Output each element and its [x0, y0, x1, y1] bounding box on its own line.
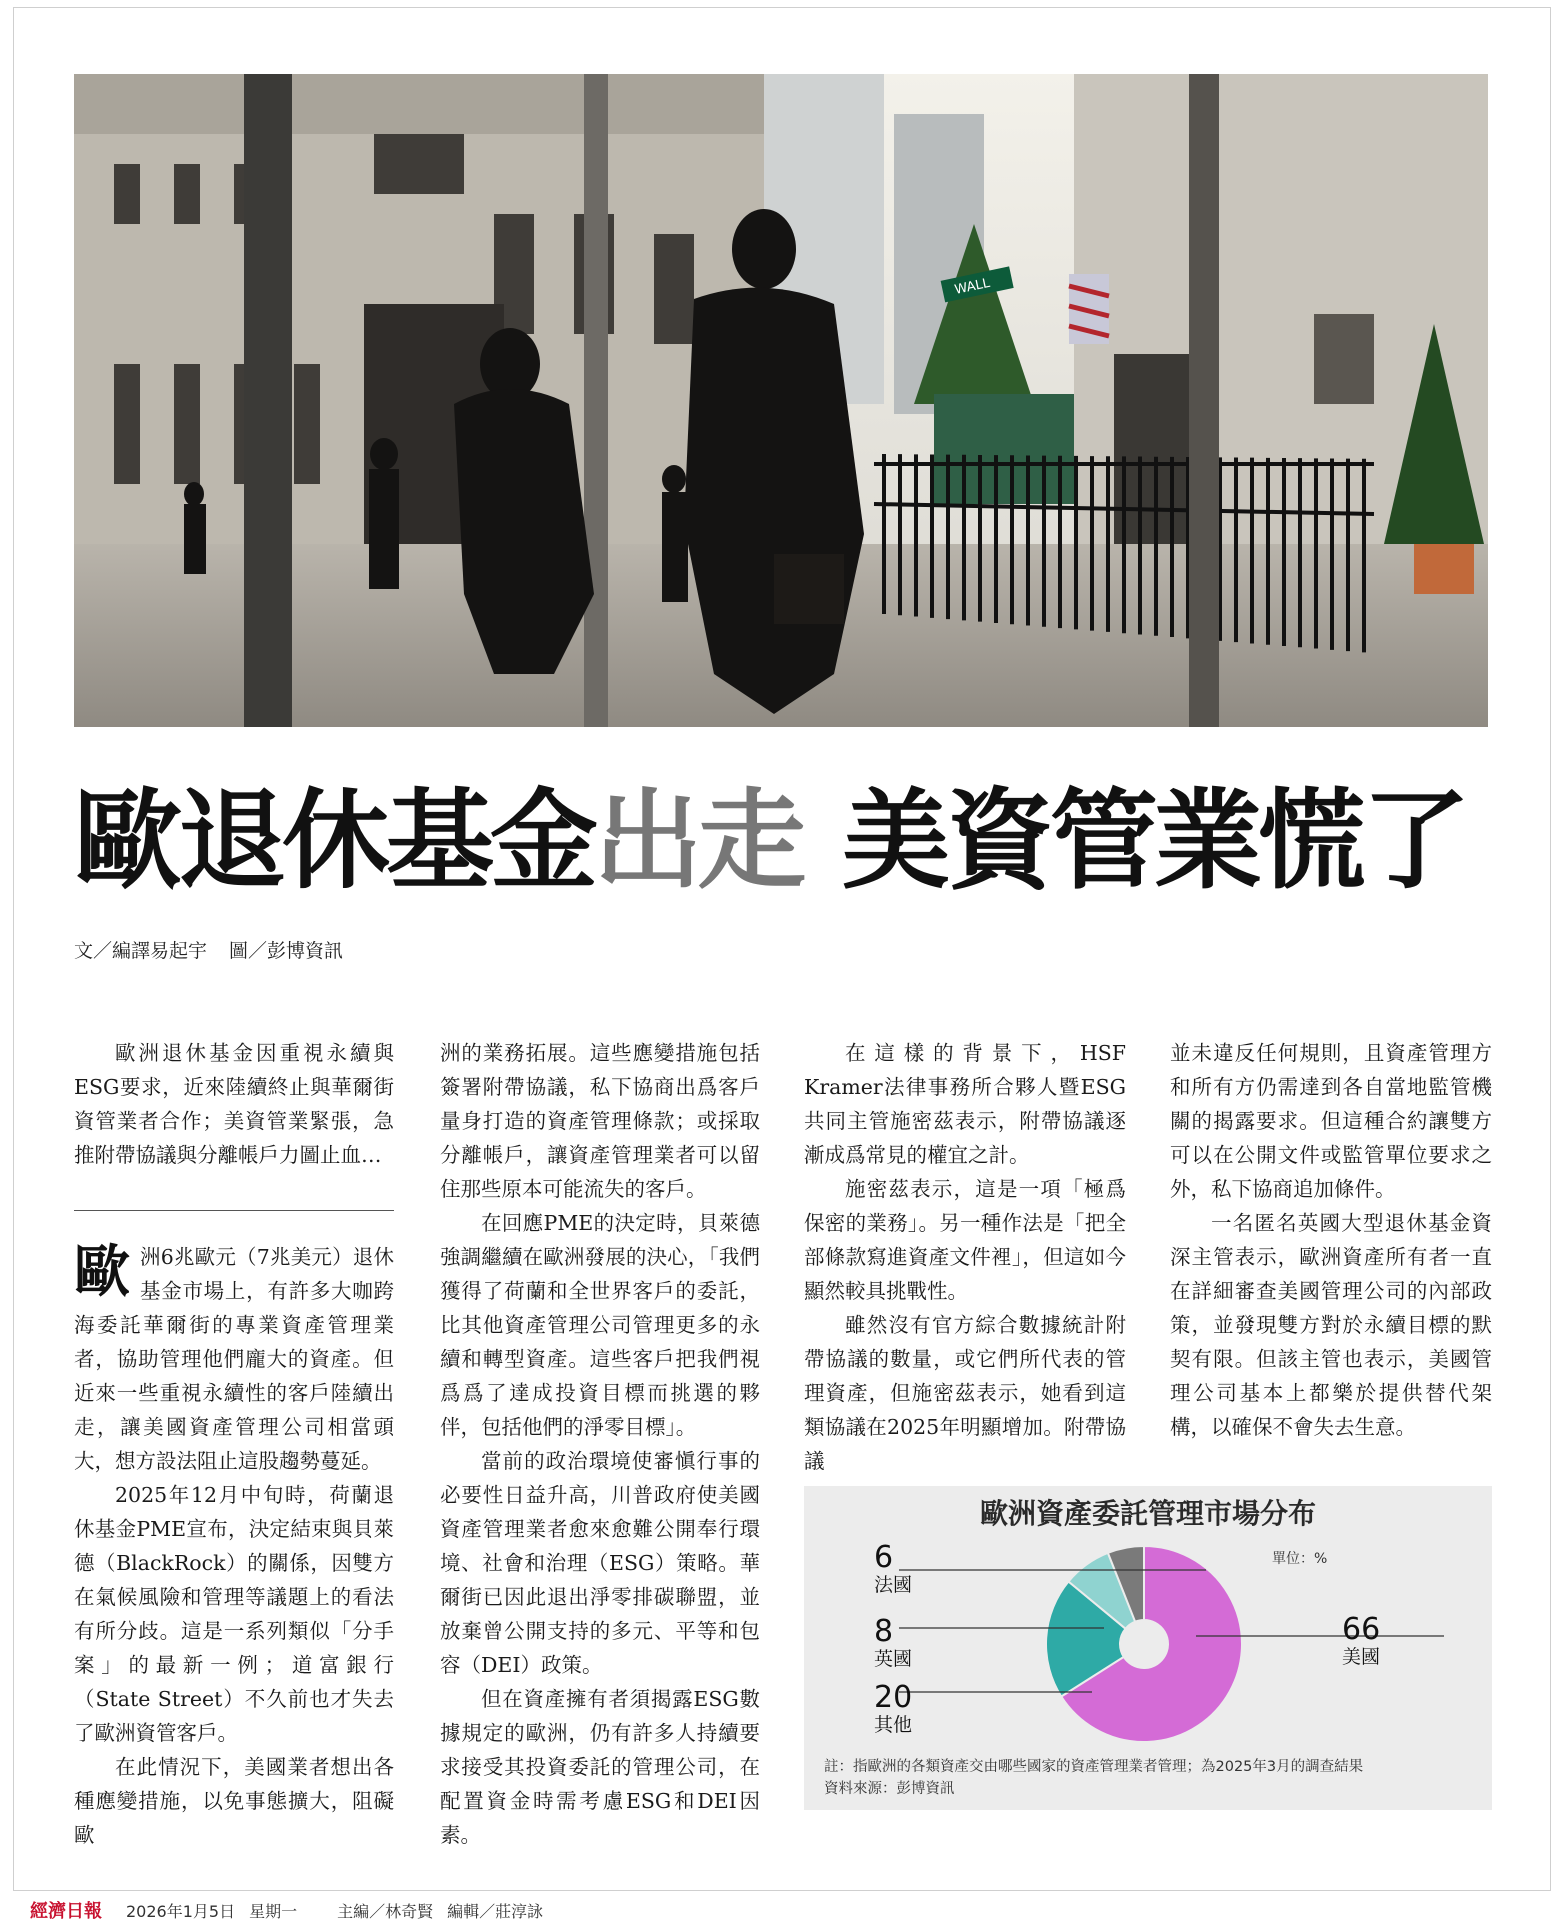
value-uk: 8 [874, 1614, 894, 1649]
photo-credit: 圖／彭博資訊 [229, 940, 344, 962]
pie-chart-panel [804, 1486, 1492, 1810]
page-footer [30, 1897, 557, 1923]
name-other: 其他 [874, 1714, 913, 1736]
chief-editor: 主編／林奇賢 [337, 1902, 434, 1921]
byline [74, 936, 343, 963]
chart-source: 資料來源：彭博資訊 [824, 1781, 955, 1797]
issue-date: 2026年1月5日 [126, 1902, 236, 1921]
article-paragraph: 在這樣的背景下，HSF Kramer法律事務所合夥人暨ESG共同主管施密茲表示，附帶協議逐漸成爲常見的權宜之計。 [804, 1041, 1126, 1167]
name-france: 法國 [874, 1574, 913, 1596]
value-other: 20 [874, 1680, 913, 1715]
article-paragraph: 並未違反任何規則，且資產管理方和所有方仍需達到各自當地監管機關的揭露要求。但這種合約讓雙方可以在公開文件或監管單位要求之外，私下協商追加條件。 [1170, 1041, 1492, 1201]
headline-part3: 美資管業慌了 [842, 779, 1467, 904]
article-paragraph: 歐洲6兆歐元（7兆美元）退休基金市場上，有許多大咖跨海委託華爾街的專業資產管理業者，協助管理他們龐大的資產。但近來一些重視永續性的客戶陸續出走，讓美國資產管理公司相當頭大，想方設法阻止這股趨勢蔓延。 [74, 1239, 394, 1473]
value-usa: 66 [1342, 1612, 1381, 1647]
article-paragraph: 在回應PME的決定時，貝萊德強調繼續在歐洲發展的決心，「我們獲得了荷蘭和全世界客戶的委託，比其他資產管理公司管理更多的永續和轉型資產。這些客戶把我們視爲爲了達成投資目標而挑選的夥伴，包括他們的淨零目標」。 [440, 1211, 760, 1439]
dropcap: 歐 [74, 1239, 130, 1305]
value-france: 6 [874, 1540, 894, 1575]
article-column-2 [440, 1036, 760, 1852]
chart-unit: 單位：% [1272, 1551, 1328, 1567]
headline [74, 779, 1467, 904]
label-other [874, 1682, 912, 1736]
article-paragraph: 在此情況下，美國業者想出各種應變措施，以免事態擴大，阻礙歐 [74, 1755, 394, 1847]
name-uk: 英國 [874, 1648, 913, 1670]
newspaper-logo: 經濟日報 [30, 1901, 102, 1922]
lead-paragraph: 歐洲退休基金因重視永續與ESG要求，近來陸續終止與華爾街資管業者合作；美資管業緊張，急推附帶協議與分離帳戶力圖止血… [74, 1041, 394, 1167]
headline-part1: 歐退休基金 [74, 779, 595, 904]
label-france [874, 1542, 912, 1596]
chart-title: 歐洲資產委託管理市場分布 [979, 1497, 1316, 1530]
article-paragraph: 施密茲表示，這是一項「極爲保密的業務」。另一種作法是「把全部條款寫進資產文件裡」，但這如今顯然較具挑戰性。 [804, 1177, 1126, 1303]
author-credit: 文／編譯易起宇 [74, 940, 208, 962]
name-usa: 美國 [1342, 1646, 1381, 1668]
article-paragraph: 洲的業務拓展。這些應變措施包括簽署附帶協議，私下協商出爲客戶量身打造的資產管理條款；或採取分離帳戶，讓資產管理業者可以留住那些原本可能流失的客戶。 [440, 1041, 760, 1201]
chart-notes [824, 1756, 1484, 1800]
label-uk [874, 1616, 912, 1670]
chart-note: 註：指歐洲的各類資產交由哪些國家的資產管理業者管理；為2025年3月的調查結果 [824, 1759, 1364, 1775]
lead-divider [74, 1210, 394, 1211]
headline-part2: 出走 [594, 779, 803, 904]
article-column-3 [804, 1036, 1126, 1478]
article-paragraph: 2025年12月中旬時，荷蘭退休基金PME宣布，決定結束與貝萊德（BlackRock）的關係，因雙方在氣候風險和管理等議題上的看法有所分歧。這是一系列類似「分手案」的最新一例；道富銀行（State Street）不久前也才失去了歐洲資管客戶。 [74, 1483, 394, 1745]
article-paragraph: 一名匿名英國大型退休基金資深主管表示，歐洲資產所有者一直在詳細審查美國管理公司的內部政策，並發現雙方對於永續目標的默契有限。但該主管也表示，美國管理公司基本上都樂於提供替代架構，以確保不會失去生意。 [1170, 1211, 1492, 1439]
article-paragraph: 當前的政治環境使審愼行事的必要性日益升高，川普政府使美國資產管理業者愈來愈難公開奉行環境、社會和治理（ESG）策略。華爾街已因此退出淨零排碳聯盟，並放棄曾公開支持的多元、平等和包容（DEI）政策。 [440, 1449, 760, 1677]
article-paragraph: 雖然沒有官方綜合數據統計附帶協議的數量，或它們所代表的管理資產，但施密茲表示，她看到這類協議在2025年明顯增加。附帶協議 [804, 1313, 1126, 1473]
label-usa [1342, 1614, 1380, 1668]
editor: 編輯／莊淳詠 [447, 1902, 544, 1921]
wall-street-photo [74, 74, 1488, 727]
issue-weekday: 星期一 [249, 1902, 298, 1921]
street-sign: WALL [953, 275, 992, 298]
article-column-1 [74, 1240, 394, 1852]
article-column-4 [1170, 1036, 1492, 1444]
article-paragraph: 但在資產擁有者須揭露ESG數據規定的歐洲，仍有許多人持續要求接受其投資委託的管理公司，在配置資金時需考慮ESG和DEI因素。 [440, 1687, 760, 1847]
